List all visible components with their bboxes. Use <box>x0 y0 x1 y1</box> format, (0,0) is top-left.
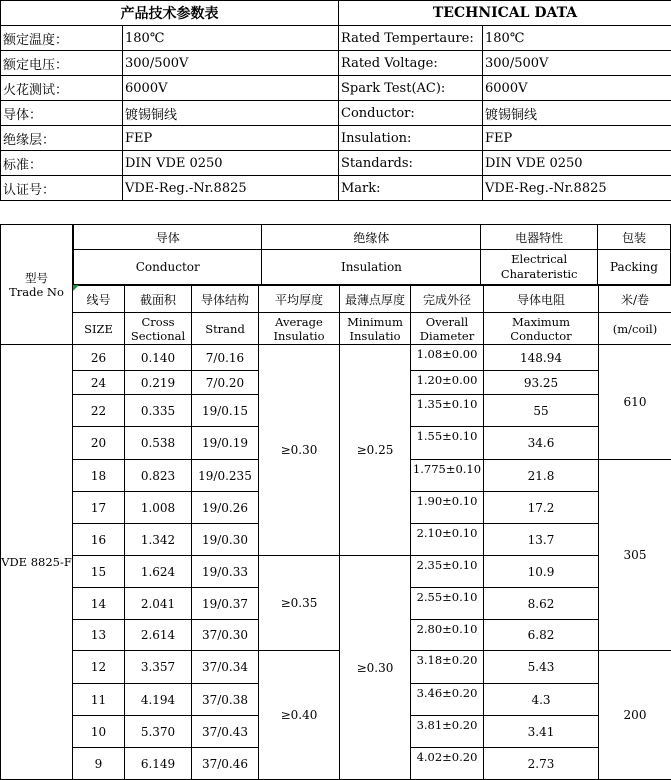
size-cell: 22 <box>72 394 125 427</box>
diameter-cell: 3.46±0.20 <box>410 683 484 716</box>
tech-row <box>1 176 671 201</box>
col-packing-cn: 米/卷 <box>598 285 671 313</box>
technical-data-header-row <box>1 1 671 26</box>
diameter-cell: 1.90±0.10 <box>410 491 484 524</box>
value-en: FEP <box>483 126 671 151</box>
label-cn: 标准： <box>1 151 123 176</box>
insulation-header-cn: 绝缘体 <box>262 225 481 250</box>
cross-section-cell: 1.624 <box>124 555 192 588</box>
cross-section-cell: 2.614 <box>124 619 192 651</box>
size-cell: 13 <box>72 619 125 651</box>
min-insulation-group: ≥0.25 <box>339 344 411 556</box>
size-cell: 10 <box>72 715 125 748</box>
value-cn: 180℃ <box>123 26 339 51</box>
size-cell: 24 <box>72 370 125 395</box>
cell-comment-marker-icon <box>73 285 79 291</box>
value-en: 180℃ <box>483 26 671 51</box>
electrical-header-cn: 电器特性 <box>481 225 598 250</box>
label-cn: 导体： <box>1 101 123 126</box>
col-avg-cn: 平均厚度 <box>258 285 340 313</box>
resistance-cell: 5.43 <box>483 650 599 684</box>
trade-no-header <box>0 224 73 345</box>
diameter-cell: 2.55±0.10 <box>410 587 484 620</box>
size-cell: 11 <box>72 683 125 716</box>
strand-cell: 19/0.19 <box>191 426 259 460</box>
avg-insulation-group: ≥0.40 <box>258 650 340 780</box>
resistance-cell: 13.7 <box>483 523 599 556</box>
avg-insulation-group: ≥0.35 <box>258 555 340 651</box>
title-cn: 产品技术参数表 <box>1 1 339 26</box>
diameter-cell: 3.81±0.20 <box>410 715 484 748</box>
label-en: Rated Tempertaure: <box>339 26 483 51</box>
strand-cell: 37/0.30 <box>191 619 259 651</box>
col-diameter-en: Overall Diameter <box>410 312 484 345</box>
resistance-cell: 4.3 <box>483 683 599 716</box>
diameter-cell: 1.775±0.10 <box>410 459 484 492</box>
tech-row <box>1 101 671 126</box>
size-cell: 12 <box>72 650 125 684</box>
resistance-cell: 3.41 <box>483 715 599 748</box>
cross-section-cell: 2.041 <box>124 587 192 620</box>
header-row-2 <box>1 250 671 285</box>
cross-section-cell: 0.335 <box>124 394 192 427</box>
resistance-cell: 8.62 <box>483 587 599 620</box>
value-cn: FEP <box>123 126 339 151</box>
col-strand-cn: 导体结构 <box>191 285 259 313</box>
col-size-cn: 线号 <box>72 285 125 313</box>
label-cn: 额定电压： <box>1 51 123 76</box>
cross-section-cell: 0.219 <box>124 370 192 395</box>
cross-section-cell: 1.342 <box>124 523 192 556</box>
strand-cell: 19/0.33 <box>191 555 259 588</box>
diameter-cell: 1.35±0.10 <box>410 394 484 427</box>
size-cell: 14 <box>72 587 125 620</box>
insulation-header-en: Insulation <box>262 250 481 285</box>
value-en: 6000V <box>483 76 671 101</box>
label-cn: 绝缘层： <box>1 126 123 151</box>
resistance-cell: 93.25 <box>483 370 599 395</box>
col-strand-en: Strand <box>191 312 259 345</box>
type-label: 型号 <box>25 270 48 285</box>
electrical-header-en: Electrical Charateristic <box>481 250 598 285</box>
col-resistance-cn: 导体电阻 <box>483 285 599 313</box>
resistance-cell: 10.9 <box>483 555 599 588</box>
label-en: Insulation: <box>339 126 483 151</box>
col-cross-cn: 截面积 <box>124 285 192 313</box>
value-en: VDE-Reg.-Nr.8825 <box>483 176 671 201</box>
label-cn: 认证号： <box>1 176 123 201</box>
value-cn: 6000V <box>123 76 339 101</box>
packing-group: 200 <box>598 650 671 780</box>
strand-cell: 19/0.30 <box>191 523 259 556</box>
value-cn: VDE-Reg.-Nr.8825 <box>123 176 339 201</box>
min-insulation-group: ≥0.30 <box>339 555 411 780</box>
tech-row <box>1 76 671 101</box>
tech-row <box>1 151 671 176</box>
resistance-cell: 21.8 <box>483 459 599 492</box>
diameter-cell: 2.80±0.10 <box>410 619 484 651</box>
cross-section-cell: 0.538 <box>124 426 192 460</box>
col-resistance-en: Maximum Conductor <box>483 312 599 345</box>
trade-no-value: VDE 8825-F <box>0 344 73 780</box>
strand-cell: 19/0.15 <box>191 394 259 427</box>
cross-section-cell: 5.370 <box>124 715 192 748</box>
strand-cell: 37/0.34 <box>191 650 259 684</box>
resistance-cell: 34.6 <box>483 426 599 460</box>
cross-section-cell: 0.823 <box>124 459 192 492</box>
cross-section-cell: 1.008 <box>124 491 192 524</box>
col-size-en: SIZE <box>72 312 125 345</box>
strand-cell: 37/0.46 <box>191 747 259 780</box>
resistance-cell: 17.2 <box>483 491 599 524</box>
resistance-cell: 6.82 <box>483 619 599 651</box>
technical-data-table <box>0 0 671 201</box>
value-en: DIN VDE 0250 <box>483 151 671 176</box>
label-cn: 额定温度： <box>1 26 123 51</box>
trade-no-label: Trade No <box>9 284 64 299</box>
packing-group: 305 <box>598 459 671 651</box>
specification-table <box>0 224 671 285</box>
size-cell: 26 <box>72 344 125 371</box>
size-cell: 18 <box>72 459 125 492</box>
value-cn: DIN VDE 0250 <box>123 151 339 176</box>
cross-section-cell: 0.140 <box>124 344 192 371</box>
size-cell: 16 <box>72 523 125 556</box>
col-min-en: Minimum Insulatio <box>339 312 411 345</box>
col-packing-en: (m/coil) <box>598 312 671 345</box>
col-avg-en: Average Insulatio <box>258 312 340 345</box>
cross-section-cell: 3.357 <box>124 650 192 684</box>
diameter-cell: 4.02±0.20 <box>410 747 484 780</box>
packing-header-cn: 包装 <box>597 225 670 250</box>
cross-section-cell: 4.194 <box>124 683 192 716</box>
value-en: 镀锡铜线 <box>483 101 671 126</box>
strand-cell: 19/0.235 <box>191 459 259 492</box>
packing-header-en: Packing <box>597 250 670 285</box>
diameter-cell: 1.20±0.00 <box>410 370 484 395</box>
label-en: Mark: <box>339 176 483 201</box>
conductor-header-en: Conductor <box>73 250 262 285</box>
value-en: 300/500V <box>483 51 671 76</box>
size-cell: 15 <box>72 555 125 588</box>
title-en: TECHNICAL DATA <box>339 1 671 26</box>
strand-cell: 19/0.26 <box>191 491 259 524</box>
diameter-cell: 3.18±0.20 <box>410 650 484 684</box>
size-cell: 17 <box>72 491 125 524</box>
col-min-cn: 最薄点厚度 <box>339 285 411 313</box>
strand-cell: 37/0.38 <box>191 683 259 716</box>
conductor-header-cn: 导体 <box>73 225 262 250</box>
diameter-cell: 2.10±0.10 <box>410 523 484 556</box>
packing-group: 610 <box>598 344 671 460</box>
diameter-cell: 2.35±0.10 <box>410 555 484 588</box>
resistance-cell: 55 <box>483 394 599 427</box>
header-row-1 <box>1 225 671 250</box>
value-cn: 镀锡铜线 <box>123 101 339 126</box>
cross-section-cell: 6.149 <box>124 747 192 780</box>
col-diameter-cn: 完成外径 <box>410 285 484 313</box>
diameter-cell: 1.55±0.10 <box>410 426 484 460</box>
avg-insulation-group: ≥0.30 <box>258 344 340 556</box>
size-cell: 9 <box>72 747 125 780</box>
label-en: Spark Test(AC): <box>339 76 483 101</box>
tech-row <box>1 26 671 51</box>
resistance-cell: 148.94 <box>483 344 599 371</box>
size-cell: 20 <box>72 426 125 460</box>
strand-cell: 7/0.16 <box>191 344 259 371</box>
diameter-cell: 1.08±0.00 <box>410 344 484 371</box>
tech-row <box>1 126 671 151</box>
label-cn: 火花测试： <box>1 76 123 101</box>
tech-row <box>1 51 671 76</box>
label-en: Conductor: <box>339 101 483 126</box>
resistance-cell: 2.73 <box>483 747 599 780</box>
strand-cell: 37/0.43 <box>191 715 259 748</box>
strand-cell: 7/0.20 <box>191 370 259 395</box>
strand-cell: 19/0.37 <box>191 587 259 620</box>
label-en: Standards: <box>339 151 483 176</box>
label-en: Rated Voltage: <box>339 51 483 76</box>
col-cross-en: Cross Sectional <box>124 312 192 345</box>
value-cn: 300/500V <box>123 51 339 76</box>
